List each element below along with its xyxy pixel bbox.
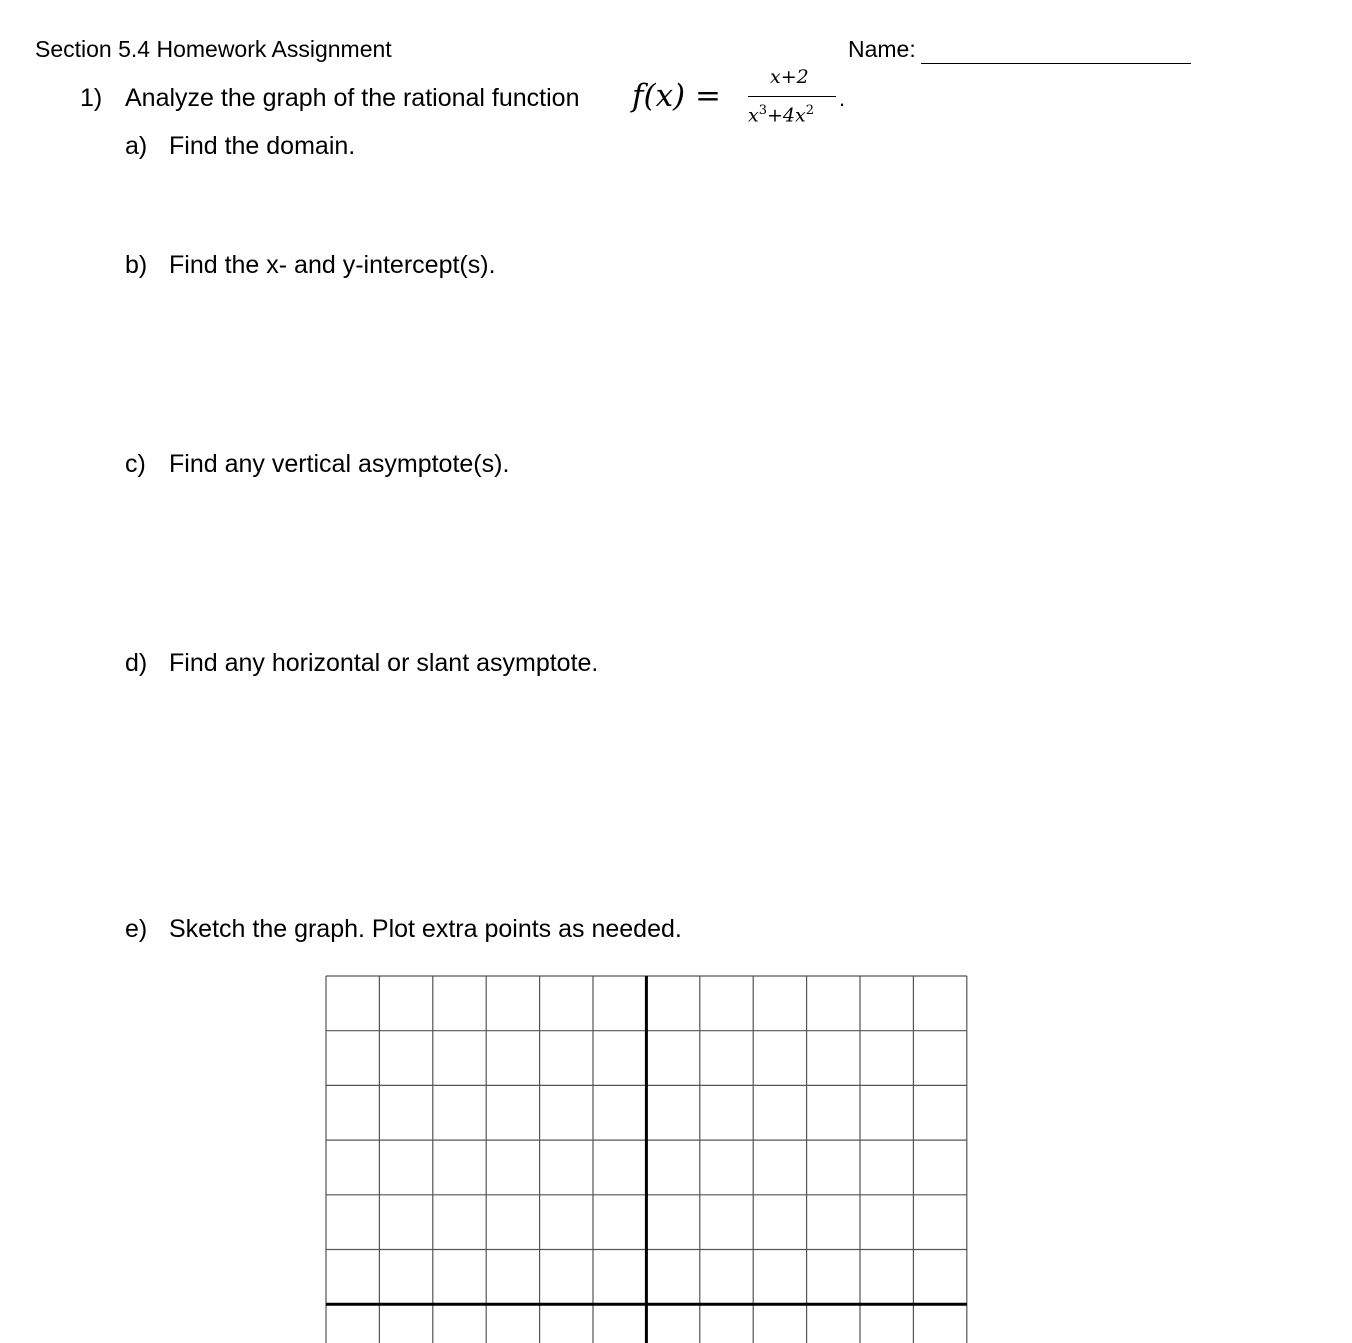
- fraction-numerator: x+2: [770, 66, 809, 88]
- part-b-text: Find the x- and y-intercept(s).: [169, 251, 496, 279]
- part-a-letter: a): [125, 132, 148, 160]
- fraction-bar: [748, 96, 836, 97]
- function-lhs: f(x) =: [632, 78, 721, 114]
- question-text: Analyze the graph of the rational function: [125, 84, 580, 112]
- graph-grid[interactable]: [325, 975, 969, 1343]
- part-d-text: Find any horizontal or slant asymptote.: [169, 649, 599, 677]
- denominator-exponent-1: 3: [758, 103, 767, 118]
- denominator-base: x: [748, 104, 759, 127]
- part-e-letter: e): [125, 915, 148, 943]
- part-b-letter: b): [125, 251, 148, 279]
- denominator-exponent-2: 2: [805, 103, 815, 118]
- question-number: 1): [80, 84, 103, 112]
- part-a-text: Find the domain.: [169, 132, 356, 160]
- name-label: Name:: [848, 36, 916, 62]
- fraction-denominator: [748, 103, 814, 126]
- function-period: .: [839, 86, 846, 111]
- part-c-letter: c): [125, 450, 146, 478]
- part-d-letter: d): [125, 649, 148, 677]
- denominator-middle: +4x: [767, 104, 806, 127]
- part-c-text: Find any vertical asymptote(s).: [169, 450, 510, 478]
- part-e-text: Sketch the graph. Plot extra points as needed.: [169, 915, 682, 943]
- worksheet-title: Section 5.4 Homework Assignment: [35, 36, 392, 62]
- name-blank-line[interactable]: [921, 63, 1191, 64]
